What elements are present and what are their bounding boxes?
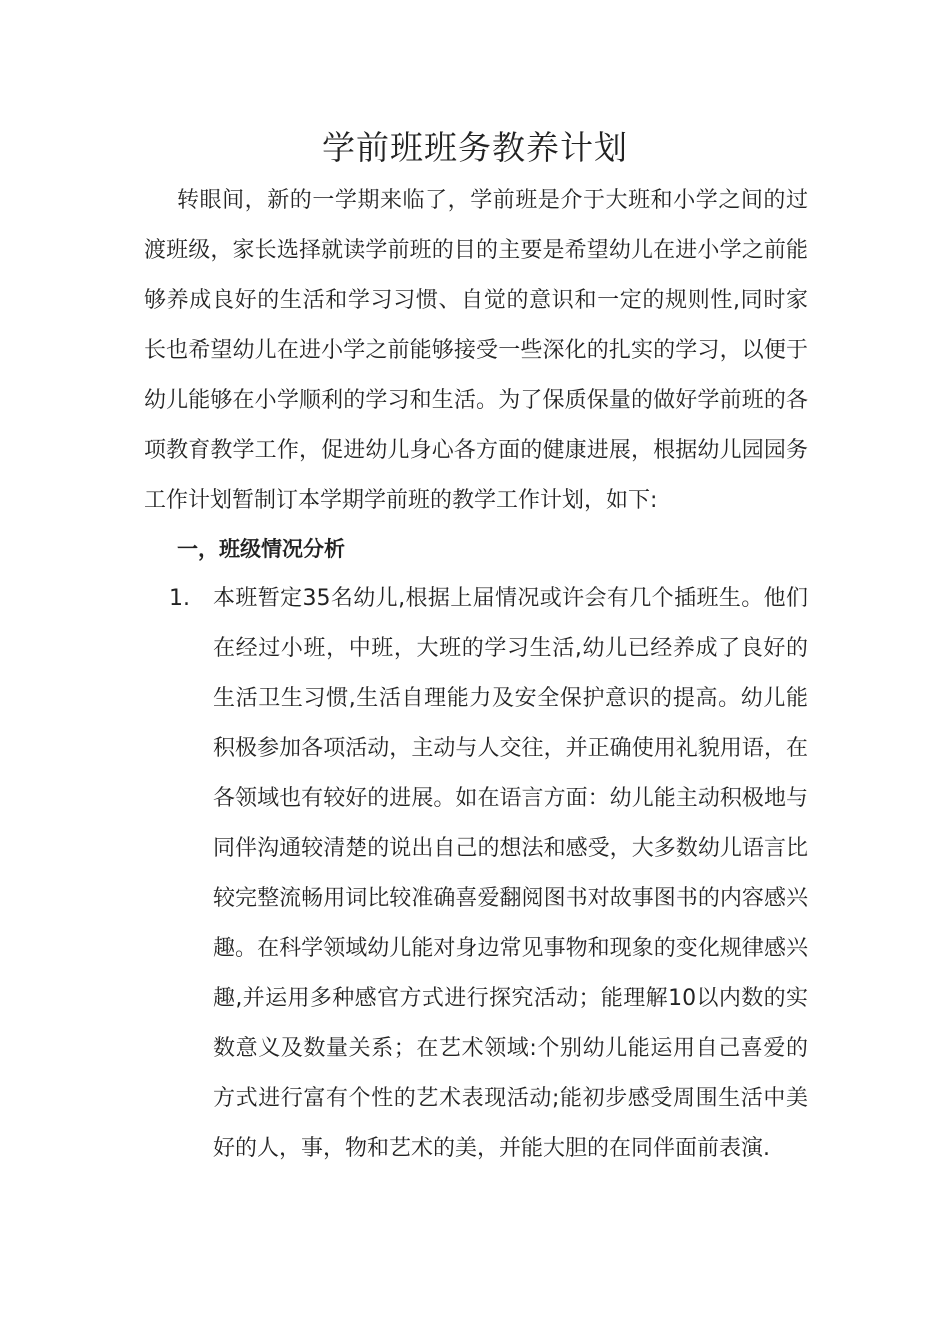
section-heading: 一，班级情况分析 bbox=[177, 537, 345, 561]
list-item-text: 本班暂定35名幼儿,根据上届情况或许会有几个插班生。他们在经过小班，中班，大班的学习生活,幼儿已经养成了良好的生活卫生习惯,生活自理能力及安全保护意识的提高。幼儿能积极参加各项活动，主动与人交往，并正确使用礼貌用语，在各领域也有较好的进展。如在语言方面：幼儿能主动积极地与同伴沟通较清楚的说出自己的想法和感受，大多数幼儿语言比较完整流畅用词比较准确喜爱翻阅图书对故事图书的内容感兴趣。在科学领域幼儿能对身边常见事物和现象的变化规律感兴趣,并运用多种感官方式进行探究活动；能理解10以内数的实数意义及数量关系；在艺术领域:个别幼儿能运用自己喜爱的方式进行富有个性的艺术表现活动;能初步感受周围生活中美好的人，事，物和艺术的美，并能大胆的在同伴面前表演. bbox=[213, 586, 808, 1161]
document-title: 学前班班务教养计划 bbox=[322, 128, 628, 167]
intro-paragraph: 转眼间，新的一学期来临了，学前班是介于大班和小学之间的过渡班级，家长选择就读学前班的目的主要是希望幼儿在进小学之前能够养成良好的生活和学习习惯、自觉的意识和一定的规则性,同时家长也希望幼儿在进小学之前能够接受一些深化的扎实的学习，以便于幼儿能够在小学顺利的学习和生活。为了保质保量的做好学前班的各项教育教学工作，促进幼儿身心各方面的健康进展，根据幼儿园园务工作计划暂制订本学期学前班的教学工作计划，如下: bbox=[144, 188, 808, 513]
list-item-number: 1. bbox=[169, 586, 190, 611]
